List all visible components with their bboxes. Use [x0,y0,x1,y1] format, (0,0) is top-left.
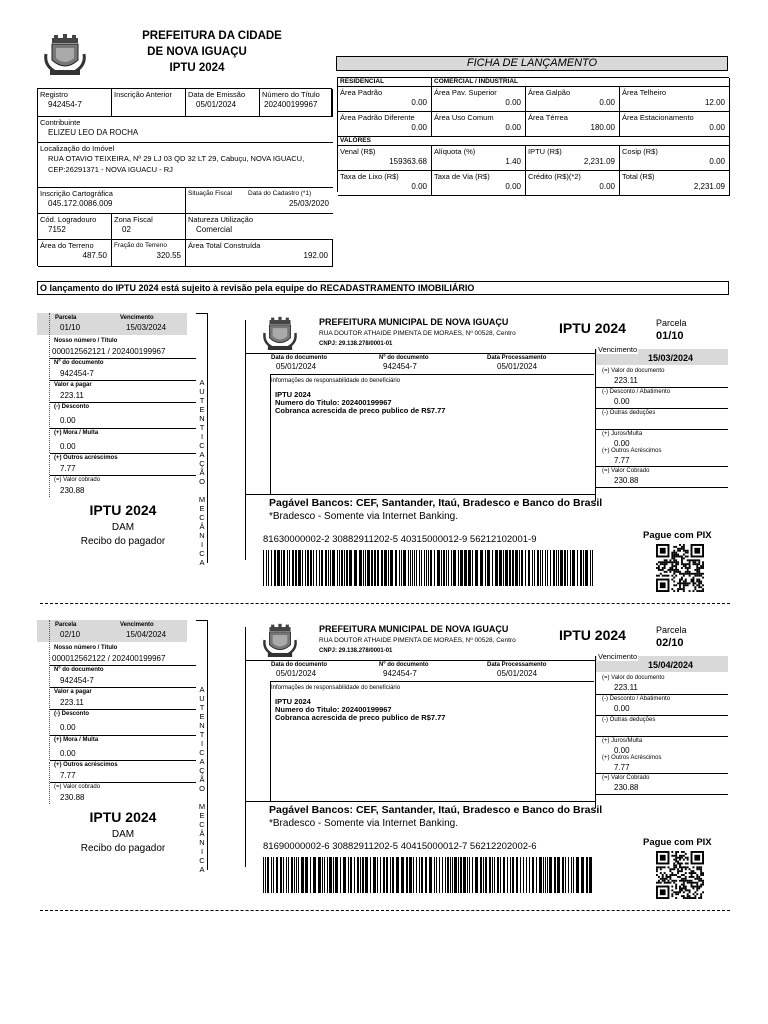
city-crest-icon [263,622,297,658]
data-proc-label: Data Processamento [487,355,547,361]
stub-outros-value: 7.77 [60,771,76,780]
stub-title: IPTU 2024 [89,502,157,518]
valor-cobrado-value: 230.88 [614,783,639,792]
ficha-label: Área Térrea [528,113,568,122]
outros-acresc-label: (+) Outros Acréscimos [602,755,662,761]
data-cadastro-value: 25/03/2020 [288,199,329,208]
vencimento-r-label: Vencimento [598,652,638,661]
data-proc-value: 05/01/2024 [497,362,538,371]
valor-cell [620,171,730,196]
situacao-fiscal-cell [186,188,246,214]
valor-value: 0.00 [411,182,427,191]
ficha-value: 0.00 [411,98,427,107]
pref-addr: RUA DOUTOR ATHAIDE PIMENTA DE MORAES, Nº 00528, Centro [319,330,516,337]
valor-label: Cosip (R$) [622,147,658,156]
area-construida-cell [186,240,333,267]
valor-value: 0.00 [599,182,615,191]
data-documento-label: Data do documento [271,355,328,361]
numero-titulo-value: 202400199967 [264,100,318,109]
valor-cell [338,171,432,196]
ficha-title: FICHA DE LANÇAMENTO [336,56,728,71]
juros-value: 0.00 [614,746,630,755]
data-cadastro-label: Data do Cadastro (*1) [248,190,312,197]
registro-cell [38,89,112,117]
parcela-label: Parcela [656,318,687,328]
cut-line [40,910,730,911]
nr-doc-label: Nº do documento [379,662,429,668]
desc-abat-label: (-) Desconto / Abatimento [602,696,671,702]
resp-label: Informações de responsabilidade do beneficiário [271,685,401,691]
juros-label: (+) Juros/Multa [602,738,643,744]
stub-cobrado-label: (=) Valor cobrado [54,784,101,790]
valor-label: Total (R$) [622,172,655,181]
zona-fiscal-cell [112,214,186,240]
linha-digitavel: 81630000002-2 30882911202-5 40315000012-9 56212102001-9 [263,534,537,545]
bradesco-text: *Bradesco - Somente via Internet Banking. [269,511,458,522]
info-line3: Cobranca acrescida de preco publico de R$7.77 [275,406,446,415]
stub-valor-pagar-value: 223.11 [60,391,84,400]
contribuinte-value: ELIZEU LEO DA ROCHA [48,128,139,137]
stub-recibo: Recibo do pagador [80,536,166,547]
comercial-header: COMERCIAL / INDUSTRIAL [432,78,730,87]
stub-title: IPTU 2024 [89,809,157,825]
stub-vencimento-label: Vencimento [120,622,154,628]
situacao-fiscal-label: Situação Fiscal [188,190,233,197]
ficha-cell [432,87,526,112]
valor-label: Venal (R$) [340,147,376,156]
header-line2: DE NOVA IGUAÇU [147,46,247,58]
stub-vencimento-value: 15/03/2024 [126,323,167,332]
inscricao-cart-value: 045.172.0086.009 [48,199,113,208]
valor-documento-label: (=) Valor do documento [602,675,665,681]
stub-parcela-value: 02/10 [60,630,81,639]
resp-label: Informações de responsabilidade do beneficiário [271,378,401,384]
valor-cobrado-value: 230.88 [614,476,639,485]
cod-logradouro-value: 7152 [48,225,66,234]
ficha-label: Área Uso Comum [434,113,494,122]
stub-desconto-value: 0.00 [60,416,76,425]
zona-fiscal-value: 02 [122,225,131,234]
stub-parcela-label: Parcela [55,315,77,321]
valor-value: 0.00 [709,157,725,166]
inscricao-anterior-label: Inscrição Anterior [114,90,172,99]
valor-value: 2,231.09 [693,182,725,191]
stub-desconto-value: 0.00 [60,723,76,732]
stub-dam: DAM [111,829,135,840]
ficha-cell [338,112,432,137]
ficha-table [337,77,729,192]
registro-value: 942454-7 [48,100,82,109]
ficha-label: Área Estacionamento [622,113,694,122]
bradesco-text: *Bradesco - Somente via Internet Banking. [269,818,458,829]
parcela-label: Parcela [656,625,687,635]
ficha-label: Área Telheiro [622,88,667,97]
numero-titulo-label: Número do Título [262,90,320,99]
stub-recibo: Recibo do pagador [80,843,166,854]
stub-valor-pagar-value: 223.11 [60,698,84,707]
valor-label: Taxa de Lixo (R$) [340,172,399,181]
inscricao-cart-label: Inscrição Cartográfica [40,189,113,198]
bancos-text: Pagável Bancos: CEF, Santander, Itaú, Bradesco e Banco do Brasil [269,497,603,509]
stub-cobrado-value: 230.88 [60,486,85,495]
valor-label: Crédito (R$)(*2) [528,172,581,181]
localizacao-cell [38,143,333,188]
cnpj: CNPJ: 29.138.278/0001-01 [319,648,393,654]
data-documento-label: Data do documento [271,662,328,668]
barcode-image [263,550,595,586]
cnpj: CNPJ: 29.138.278/0001-01 [319,341,393,347]
valor-label: Alíquota (%) [434,147,476,156]
natureza-cell [186,214,333,240]
stub-cobrado-value: 230.88 [60,793,85,802]
parcela-value: 02/10 [656,637,684,649]
nr-doc-label: Nº do documento [379,355,429,361]
stub-dam: DAM [111,522,135,533]
stub-mora-label: (+) Mora / Multa [54,430,99,436]
info-line2: Numero do Titulo: 202400199967 [275,398,392,407]
info-line3: Cobranca acrescida de preco publico de R$7.77 [275,713,446,722]
stub-vencimento-label: Vencimento [120,315,154,321]
iptu-title: IPTU 2024 [559,320,626,336]
area-construida-value: 192.00 [303,251,328,260]
juros-label: (+) Juros/Multa [602,431,643,437]
cut-line [40,603,730,604]
payment-slip [0,617,768,917]
payment-slip [0,310,768,610]
area-terreno-value: 487.50 [82,251,107,260]
vencimento-r-value: 15/03/2024 [648,353,694,363]
linha-digitavel: 81690000002-6 30882911202-5 40415000012-7 56212202002-6 [263,841,537,852]
ficha-value: 0.00 [599,98,615,107]
outros-acresc-value: 7.77 [614,763,630,772]
outros-acresc-label: (+) Outros Acréscimos [602,448,662,454]
valor-cell [620,146,730,171]
revision-notice: O lançamento do IPTU 2024 está sujeito à revisão pela equipe do RECADASTRAMENTO IMOBILIÁRIO [37,281,729,295]
stub-vencimento-value: 15/04/2024 [126,630,167,639]
data-proc-value: 05/01/2024 [497,669,538,678]
autenticacao-mecanica: A U T E N T I C A Ç Ã O M E C Â N I C A [198,685,206,874]
inscricao-cart-cell [38,188,186,214]
ficha-label: Área Pav. Superior [434,88,497,97]
data-proc-label: Data Processamento [487,662,547,668]
valor-value: 2,231.09 [583,157,615,166]
valor-documento-label: (=) Valor do documento [602,368,665,374]
pix-qrcode[interactable] [656,544,704,592]
stub-desconto-label: (-) Desconto [54,404,89,410]
situacao-fiscal-value [186,198,246,199]
vencimento-r-label: Vencimento [598,345,638,354]
valor-cobrado-label: (=) Valor Cobrado [602,468,650,474]
localizacao-line1: RUA OTAVIO TEIXEIRA, Nº 29 LJ 03 QD 32 LT 29, Cabuçu, NOVA IGUACU, [48,154,305,163]
stub-valor-pagar-label: Valor a pagar [54,689,92,695]
inscricao-anterior-value [112,99,185,100]
data-emissao-cell [186,89,260,117]
valor-cell [526,171,620,196]
autenticacao-mecanica: A U T E N T I C A Ç Ã O M E C Â N I C A [198,378,206,567]
outras-deducoes-label: (-) Outras deduções [602,717,656,723]
ficha-cell [432,112,526,137]
stub-parcela-value: 01/10 [60,323,81,332]
iptu-title: IPTU 2024 [559,627,626,643]
stub-nosso-numero-label: Nosso número / Título [54,338,118,344]
stub-nr-documento-value: 942454-7 [60,676,94,685]
cod-logradouro-cell [38,214,112,240]
pref-addr: RUA DOUTOR ATHAIDE PIMENTA DE MORAES, Nº 00528, Centro [319,637,516,644]
vencimento-r-value: 15/04/2024 [648,660,694,670]
ficha-label: Área Padrão [340,88,383,97]
pix-qrcode[interactable] [656,851,704,899]
area-construida-label: Área Total Construída [188,241,261,250]
ficha-value: 0.00 [709,123,725,132]
contribuinte-label: Contribuinte [40,118,81,127]
ficha-cell [526,112,620,137]
contribuinte-cell [38,117,333,143]
zona-fiscal-label: Zona Fiscal [114,215,153,224]
stub-cobrado-label: (=) Valor cobrado [54,477,101,483]
desc-abat-value: 0.00 [614,704,630,713]
natureza-label: Natureza Utilização [188,215,254,224]
stub-nosso-numero-value: 000012562122 / 202400199967 [52,654,166,663]
ficha-label: Área Padrão Diferente [340,113,415,122]
stub-mora-value: 0.00 [60,442,76,451]
stub-desconto-label: (-) Desconto [54,711,89,717]
valor-cobrado-label: (=) Valor Cobrado [602,775,650,781]
stub-nosso-numero-value: 000012562121 / 202400199967 [52,347,166,356]
valor-documento-value: 223.11 [614,683,638,692]
stub-mora-label: (+) Mora / Multa [54,737,99,743]
nr-doc-value: 942454-7 [383,669,417,678]
info-line2: Numero do Titulo: 202400199967 [275,705,392,714]
numero-titulo-cell [260,89,333,117]
ficha-value: 180.00 [590,123,615,132]
pix-label: Pague com PIX [643,530,712,541]
ficha-value: 12.00 [704,98,725,107]
info-grid [37,88,332,266]
parcela-value: 01/10 [656,330,684,342]
localizacao-label: Localização do Imóvel [40,144,115,153]
cod-logradouro-label: Cód. Logradouro [40,215,97,224]
city-crest-icon [263,315,297,351]
inscricao-anterior-cell [112,89,186,117]
ficha-label: Área Galpão [528,88,571,97]
data-cadastro-cell [246,188,333,214]
info-line1: IPTU 2024 [275,697,311,706]
stub-nr-documento-label: Nº do documento [54,360,104,366]
stub-mora-value: 0.00 [60,749,76,758]
stub-nr-documento-label: Nº do documento [54,667,104,673]
valor-documento-value: 223.11 [614,376,638,385]
valores-header: VALORES [338,137,730,146]
natureza-value: Comercial [196,225,233,234]
pref-name: PREFEITURA MUNICIPAL DE NOVA IGUAÇU [319,317,509,327]
registro-label: Registro [40,90,68,99]
ficha-cell [526,87,620,112]
stub-nr-documento-value: 942454-7 [60,369,94,378]
valor-cell [526,146,620,171]
stub-nosso-numero-label: Nosso número / Título [54,645,118,651]
outros-acresc-value: 7.77 [614,456,630,465]
valor-label: IPTU (R$) [528,147,562,156]
outras-deducoes-label: (-) Outras deduções [602,410,656,416]
ficha-value: 0.00 [505,98,521,107]
data-emissao-label: Data de Emissão [188,90,246,99]
ficha-cell [620,87,730,112]
info-line1: IPTU 2024 [275,390,311,399]
valor-value: 0.00 [505,182,521,191]
area-terreno-label: Área do Terreno [40,241,94,250]
fracao-cell [112,240,186,267]
bancos-text: Pagável Bancos: CEF, Santander, Itaú, Bradesco e Banco do Brasil [269,804,603,816]
fracao-value: 320.55 [156,251,181,260]
barcode-image [263,857,595,893]
valor-value: 159363.68 [389,157,427,166]
ficha-value: 0.00 [411,123,427,132]
ficha-value: 0.00 [505,123,521,132]
ficha-cell [338,87,432,112]
valor-cell [432,171,526,196]
localizacao-line2: CEP:26291371 - NOVA IGUACU - RJ [48,165,173,174]
desc-abat-label: (-) Desconto / Abatimento [602,389,671,395]
desc-abat-value: 0.00 [614,397,630,406]
pref-name: PREFEITURA MUNICIPAL DE NOVA IGUAÇU [319,624,509,634]
nr-doc-value: 942454-7 [383,362,417,371]
stub-outros-label: (+) Outros acréscimos [54,455,118,461]
header-line1: PREFEITURA DA CIDADE [142,30,282,42]
data-emissao-value: 05/01/2024 [196,100,237,109]
residencial-header: RESIDENCIAL [338,78,432,87]
valor-cell [338,146,432,171]
fracao-label: Fração do Terreno [114,242,167,249]
stub-outros-label: (+) Outros acréscimos [54,762,118,768]
city-crest-icon [44,32,86,76]
data-documento-value: 05/01/2024 [276,669,317,678]
header-line3: IPTU 2024 [169,62,225,74]
valor-value: 1.40 [505,157,521,166]
pix-label: Pague com PIX [643,837,712,848]
ficha-cell [620,112,730,137]
valor-label: Taxa de Via (R$) [434,172,490,181]
juros-value: 0.00 [614,439,630,448]
stub-valor-pagar-label: Valor a pagar [54,382,92,388]
stub-parcela-label: Parcela [55,622,77,628]
stub-outros-value: 7.77 [60,464,76,473]
area-terreno-cell [38,240,112,267]
data-documento-value: 05/01/2024 [276,362,317,371]
valor-cell [432,146,526,171]
